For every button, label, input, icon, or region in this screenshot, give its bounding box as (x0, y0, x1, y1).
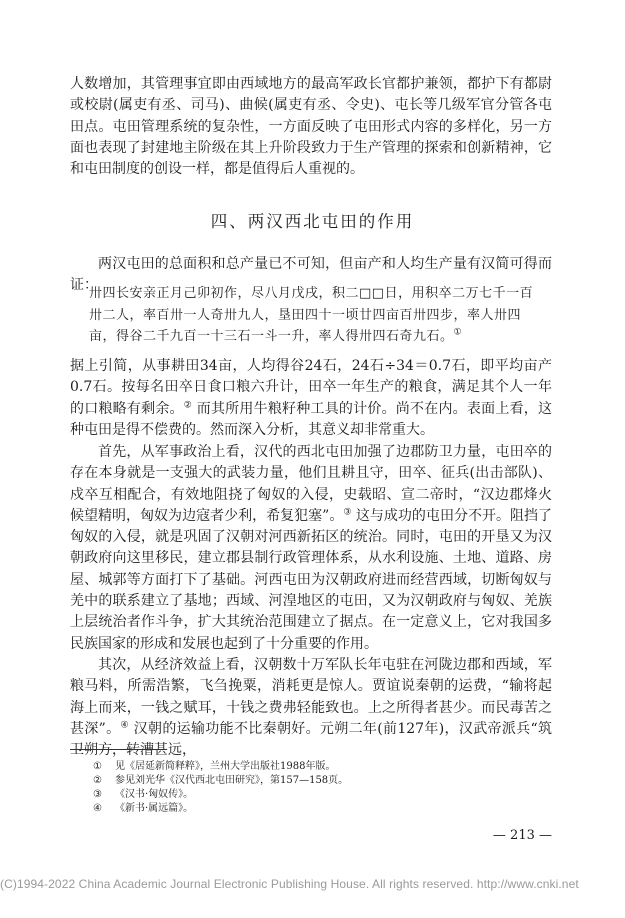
paragraph-economic-text: 其次，从经济效益上看，汉朝数十万军队长年屯驻在河陇边郡和西域，军粮马料，所需浩繁，飞刍挽粟，消耗更是惊人。贾谊说秦朝的运费，“输将起海上而来，一钱之赋耳，十钱之费弗轻能致也。上之所得者甚少。而民毒苦之甚深”。 (70, 657, 552, 737)
footnote-divider (70, 749, 166, 750)
footnote-ref-4[interactable]: ④ (120, 720, 129, 731)
footnote-item (93, 788, 553, 802)
paragraph-military-text-cont: 这与成功的屯田分不开。阻挡了匈奴的入侵，就是巩固了汉朝对河西新拓区的统治。同时，屯田的开垦又为汉朝政府向这里移民，建立郡县制行政管理体系，从水利设施、土地、道路、房屋、城郭等方面打下了基础。河西屯田为汉朝政府进而经营西域，切断匈奴与羌中的联系建立了基地；西域、河湟地区的屯田，又为汉朝政府与匈奴、羌族上层统治者作斗争，扩大其统治范围建立了据点。在一定意义上，它对我国多民族国家的形成和发展也起到了十分重要的作用。 (70, 507, 553, 652)
footnote-text: 参见刘光华《汉代西北屯田研究》，第157—158页。 (115, 775, 349, 786)
paragraph-intro: 两汉屯田的总面积和总产量已不可知，但亩产和人均生产量有汉简可得而证： (70, 256, 552, 294)
section-title: 四、两汉西北屯田的作用 (210, 212, 415, 231)
paragraph-yield-analysis (70, 356, 552, 441)
paragraph-yield-text-cont: 而其所用牛粮籽种工具的计价。尚不在内。表面上看，这种屯田是得不偿费的。然而深入分析，其意义却非常重大。 (70, 400, 553, 438)
footnote-ref-3[interactable]: ③ (343, 507, 352, 518)
footnote-mark: ② (93, 775, 102, 786)
page-number: — 213 — (492, 828, 552, 843)
footnote-mark: ③ (93, 789, 102, 800)
paragraph-management-text: 人数增加，其管理事宜即由西域地方的最高军政长官都护兼领，都护下有都尉或校尉(属吏有丞、司马)、曲候(属吏有丞、令史)、屯长等几级军官分管各屯田点。屯田管理系统的复杂性，一方面反映了屯田形式内容的多样化，另一方面也表现了封建地主阶级在其上升阶段致力于生产管理的探索和创新精神，它和屯田制度的创设一样，都是值得后人重视的。 (70, 76, 552, 178)
footnote-text: 《新书·属远篇》。 (115, 803, 194, 814)
footnote-mark: ④ (93, 803, 102, 814)
footnote-item (93, 802, 553, 816)
footnote-mark: ① (93, 761, 102, 772)
footnote-item (93, 760, 553, 774)
paragraph-military-text: 首先，从军事政治上看，汉代的西北屯田加强了边郡防卫力量，屯田卒的存在本身就是一支强大的武装力量，他们且耕且守，田卒、征兵(出击部队)、戍卒互相配合，有效地阻挠了匈奴的入侵，史载昭、宣二帝时，“汉边郡烽火候望精明，匈奴为边寇者少利，希复犯塞”。 (70, 444, 552, 524)
copyright-notice: (C)1994-2022 China Academic Journal Electronic Publishing House. All rights reserved. http://www.cnki.net (0, 877, 579, 891)
paragraph-economic (70, 655, 552, 761)
block-quote-wooden-slip (89, 283, 537, 348)
footnote-ref-2[interactable]: ② (183, 399, 193, 410)
footnote-item (93, 774, 553, 788)
paragraph-military-political (70, 442, 552, 655)
footnote-ref-1[interactable]: ① (453, 327, 463, 338)
footnote-text: 《汉书·匈奴传》。 (115, 789, 194, 800)
block-quote-text: 卅四长安亲正月己卯初作，尽八月戊戌，积二□□日，用积卒二万七千一百卅二人，率百卅一人奇卅九人，垦田四十一顷廿四亩百卅四步，率人卅四亩，得谷二千九百一十三石一斗一升，率人得卅四石奇九石。 (89, 286, 534, 345)
footnote-list (93, 760, 553, 816)
footnote-text: 见《居延新简释粹》，兰州大学出版社1988年版。 (115, 761, 336, 772)
paragraph-yield-text: 据上引简，从事耕田34亩，人均得谷24石，24石÷34＝0.7石，即平均亩产0.7石。按每名田卒日食口粮六升计，田卒一年生产的粮食，满足其个人一年的口粮略有剩余。 (70, 358, 552, 417)
paragraph-economic-text-cont: 汉朝的运输功能不比秦朝好。元朔二年(前127年)，汉武帝派兵“筑卫朔方，转漕甚远， (70, 720, 552, 759)
paragraph-management (70, 74, 552, 180)
